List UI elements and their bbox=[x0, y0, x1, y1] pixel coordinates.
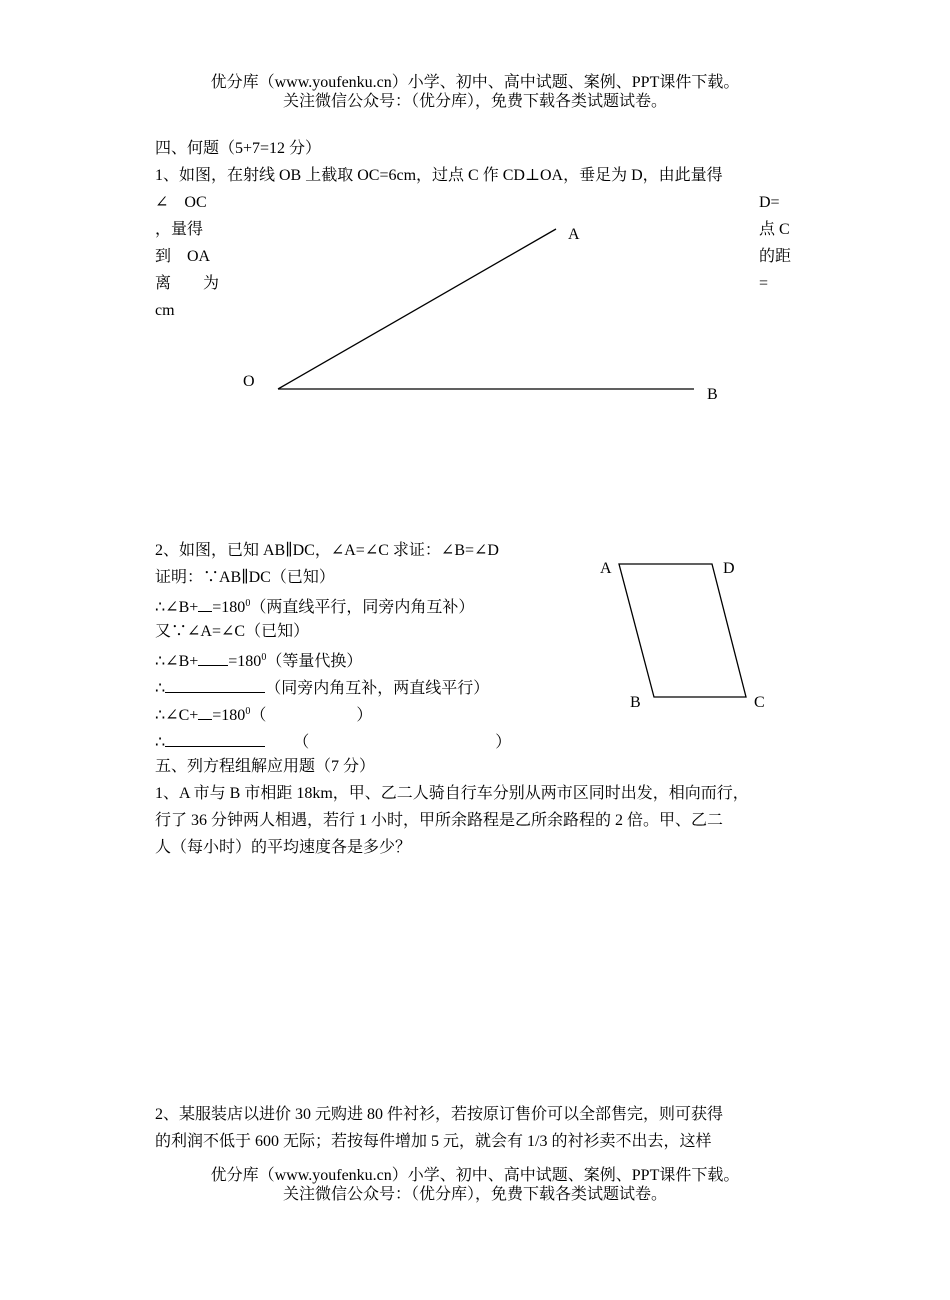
q1-left-col-line: ∠ OC bbox=[155, 194, 207, 211]
problem-1-line: 行了 36 分钟两人相遇，若行 1 小时，甲所余路程是乙所余路程的 2 倍。甲、乙二 bbox=[155, 812, 724, 829]
q1-left-col-line: ，量得 bbox=[155, 221, 204, 238]
proof-reason: （同旁内角互补，两直线平行） bbox=[265, 680, 490, 697]
proof-line bbox=[155, 705, 372, 724]
proof-reason-close: ） bbox=[495, 734, 512, 751]
section-4-title: 四、何题（5+7=12 分） bbox=[155, 140, 322, 157]
section-5-title: 五、列方程组解应用题（7 分） bbox=[155, 758, 376, 775]
q1-text: 1、如图，在射线 OB 上截取 OC=6cm，过点 C 作 CD⊥OA，垂足为 D，由此量得 bbox=[155, 167, 723, 184]
problem-1-line: 人（每小时）的平均速度各是多少？ bbox=[155, 839, 412, 856]
proof-line bbox=[155, 732, 511, 751]
footer-line-2: 关注微信公众号：（优分库），免费下载各类试题试卷。 bbox=[282, 1186, 667, 1203]
proof-text: ∴ bbox=[155, 680, 166, 697]
point-label-c: C bbox=[754, 694, 765, 711]
proof-text: ∴∠B+ bbox=[155, 653, 199, 670]
proof-text: ∴∠C+ bbox=[155, 707, 199, 724]
proof-reason-close: ） bbox=[356, 707, 373, 724]
point-label-d: D bbox=[723, 560, 735, 577]
degree-mark: 0 bbox=[245, 706, 251, 717]
proof-line bbox=[155, 597, 474, 616]
answer-blank[interactable] bbox=[198, 597, 212, 612]
proof-line: 证明：∵AB∥DC（已知） bbox=[155, 569, 335, 586]
point-label-o: O bbox=[243, 373, 255, 390]
proof-reason: （两直线平行，同旁内角互补） bbox=[250, 599, 475, 616]
ray-oa bbox=[278, 229, 556, 389]
proof-reason-open: （ bbox=[250, 707, 267, 724]
problem-1-line: 1、A 市与 B 市相距 18km，甲、乙二人骑自行车分别从两市区同时出发，相向而行， bbox=[155, 785, 749, 802]
proof-text: =180 bbox=[228, 653, 262, 670]
parallelogram-abcd bbox=[619, 564, 746, 697]
proof-text: ∴∠B+ bbox=[155, 599, 199, 616]
footer-line-1: 优分库（www.youfenku.cn）小学、初中、高中试题、案例、PPT课件下载。 bbox=[210, 1167, 740, 1184]
q1-right-col-line: = bbox=[759, 275, 769, 292]
answer-blank[interactable] bbox=[165, 678, 265, 693]
proof-line bbox=[155, 678, 489, 697]
proof-text: ∴ bbox=[155, 734, 166, 751]
proof-line: 又∵∠A=∠C（已知） bbox=[155, 623, 310, 640]
problem-2-line: 2、某服装店以进价 30 元购进 80 件衬衫，若按原订售价可以全部售完，则可获得 bbox=[155, 1106, 724, 1123]
point-label-a: A bbox=[600, 560, 612, 577]
q1-right-col-line: 的距 bbox=[759, 248, 792, 265]
q1-left-col-line: 到 OA bbox=[155, 248, 211, 265]
header-line-1: 优分库（www.youfenku.cn）小学、初中、高中试题、案例、PPT课件下载。 bbox=[210, 74, 740, 91]
proof-text: =180 bbox=[212, 707, 246, 724]
proof-reason-open: （ bbox=[293, 734, 310, 751]
q1-right-col-line: D= bbox=[759, 194, 780, 211]
degree-mark: 0 bbox=[245, 598, 251, 609]
answer-blank[interactable] bbox=[165, 732, 265, 747]
q1-left-col-line: cm bbox=[155, 302, 175, 319]
q2-text: 2、如图，已知 AB∥DC，∠A=∠C 求证：∠B=∠D bbox=[155, 542, 499, 559]
point-label-b: B bbox=[707, 386, 718, 403]
answer-blank[interactable] bbox=[198, 705, 212, 720]
header-line-2: 关注微信公众号：（优分库），免费下载各类试题试卷。 bbox=[282, 93, 667, 110]
point-label-a: A bbox=[568, 226, 580, 243]
degree-mark: 0 bbox=[261, 652, 267, 663]
proof-line bbox=[155, 651, 362, 670]
proof-text: =180 bbox=[212, 599, 246, 616]
q1-right-col-line: 点 C bbox=[759, 221, 790, 238]
point-label-b: B bbox=[630, 694, 641, 711]
proof-reason: （等量代换） bbox=[266, 653, 363, 670]
problem-2-line: 的利润不低于 600 无际；若按每件增加 5 元，就会有 1/3 的衬衫卖不出去，这样 bbox=[155, 1133, 712, 1150]
q1-left-col-line: 离 为 bbox=[155, 275, 220, 292]
answer-blank[interactable] bbox=[198, 651, 228, 666]
